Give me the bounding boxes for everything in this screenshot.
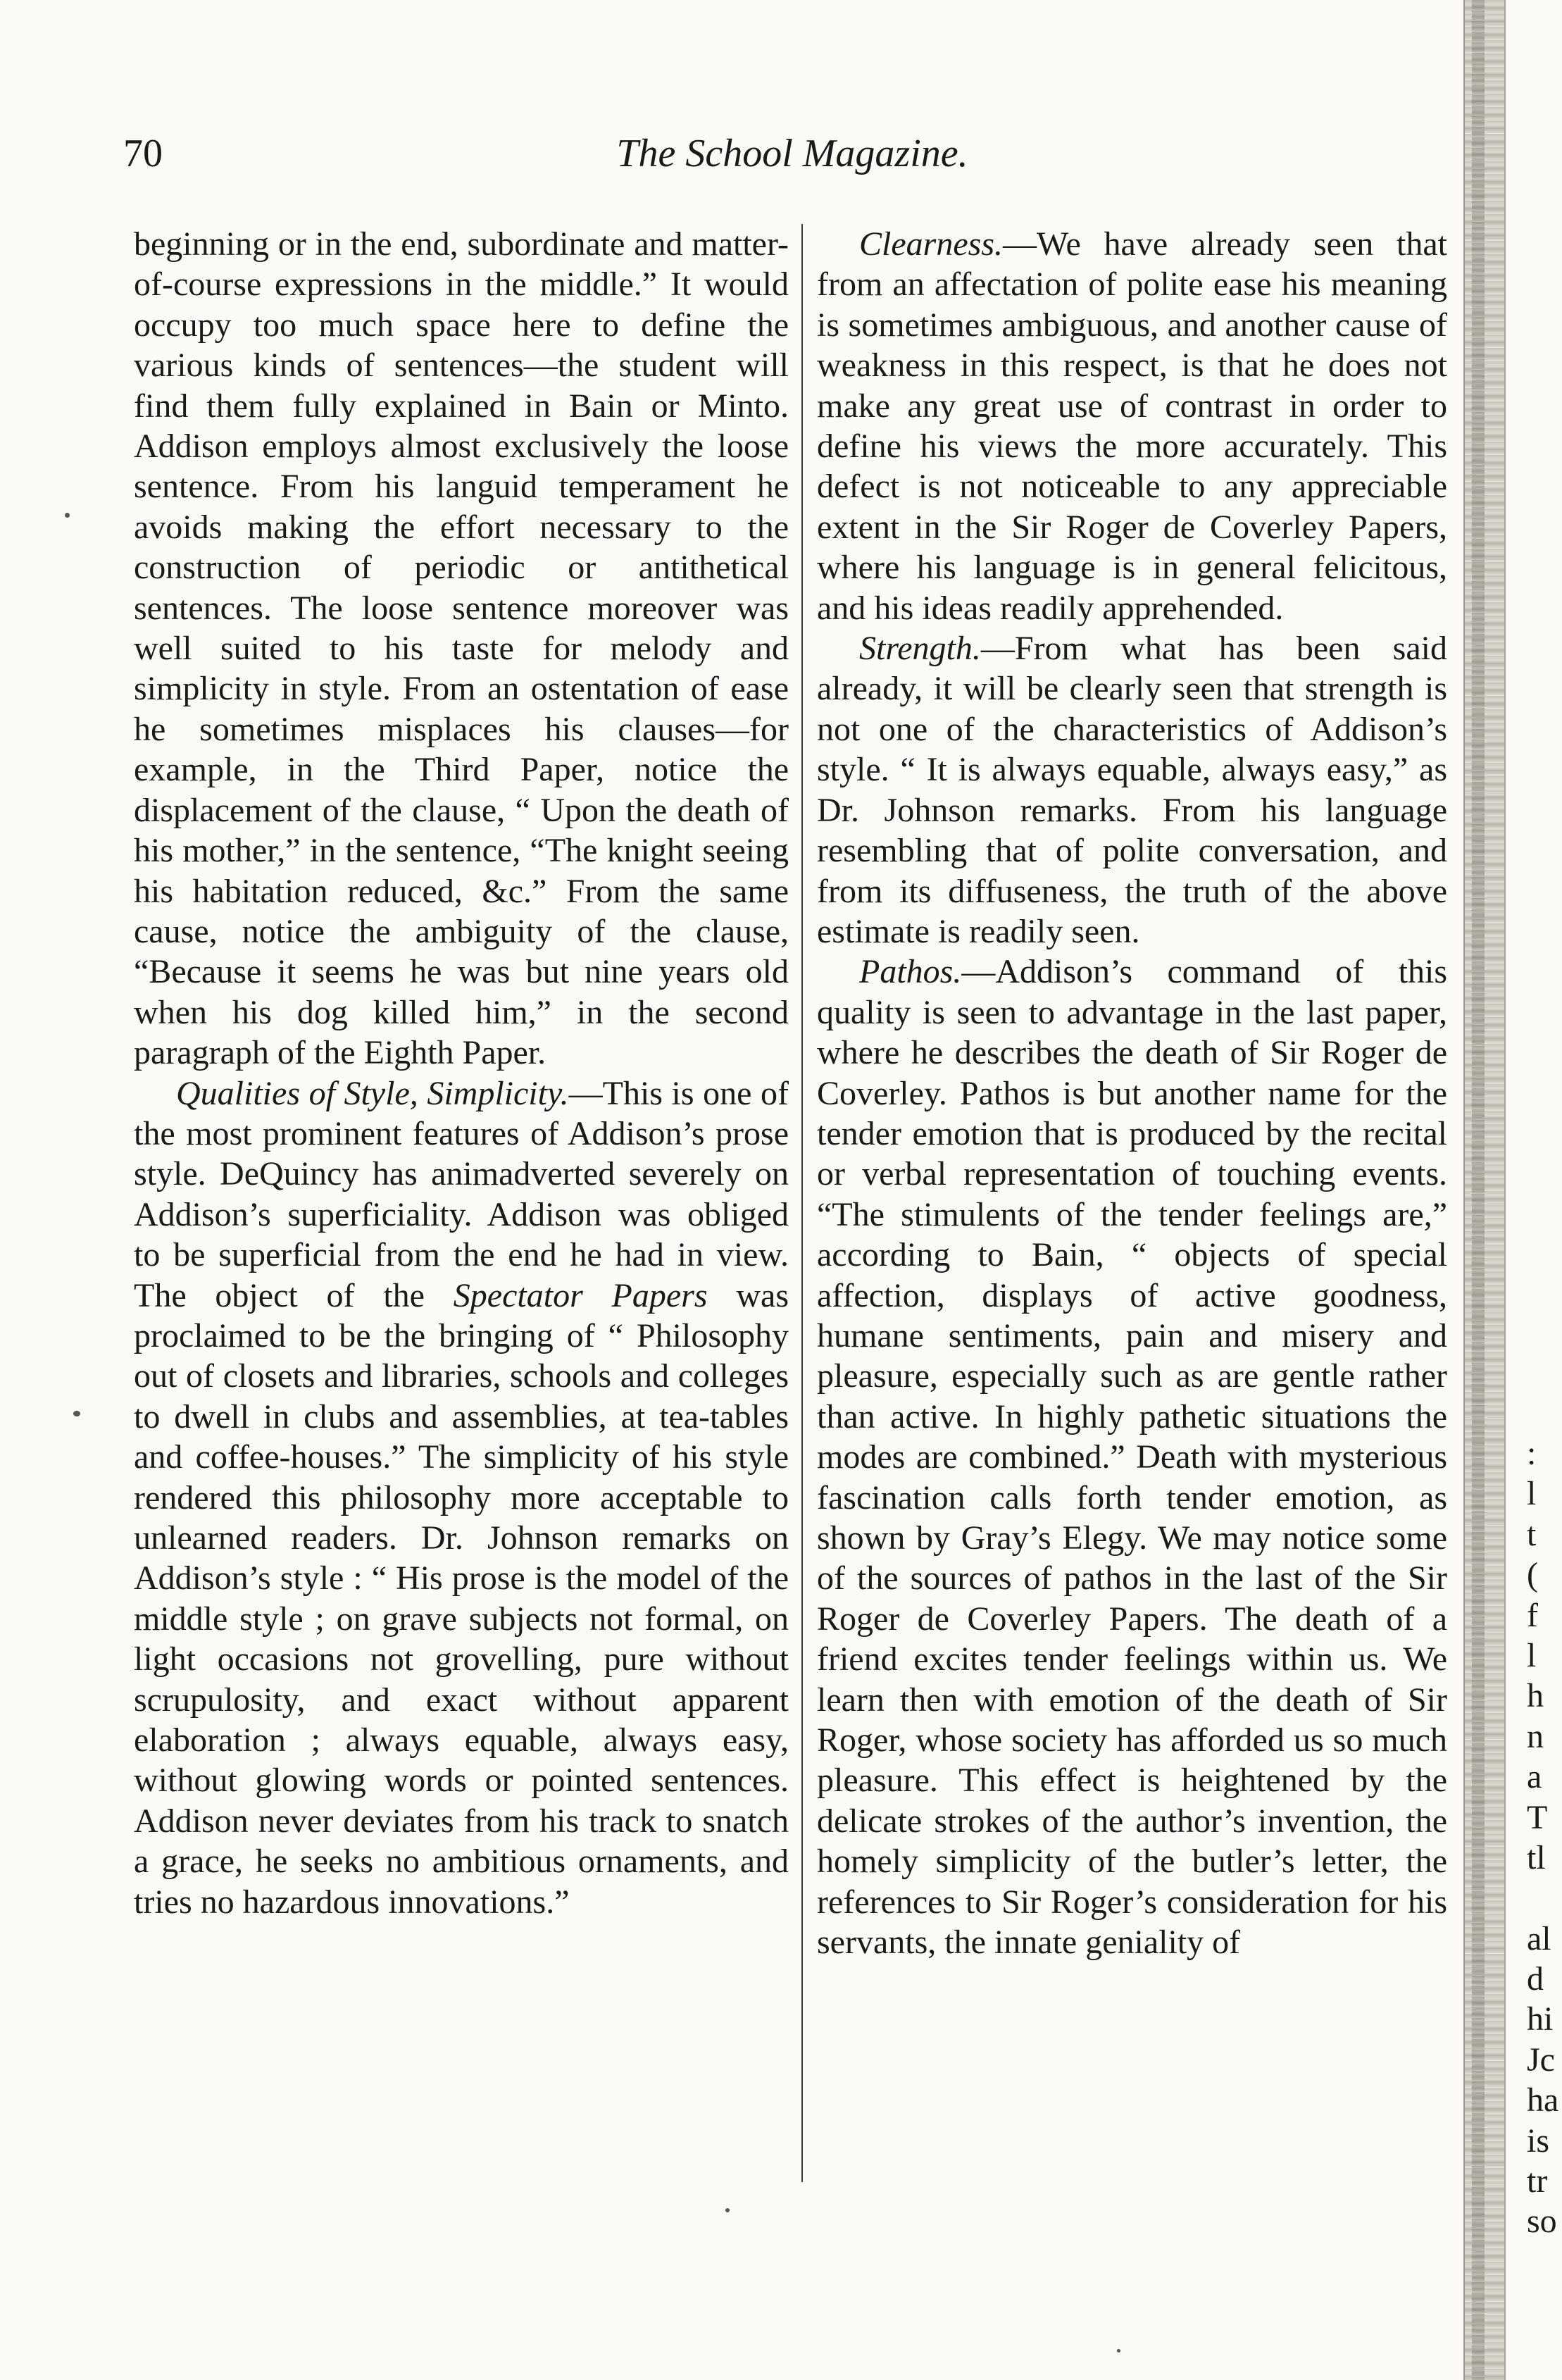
right-column [817, 224, 1447, 1962]
heading-pathos: Pathos. [859, 953, 962, 991]
clearness-text: —We have already seen that from an affectation of polite ease his meaning is sometimes ambiguous, and another cause of weakness in this respect, is that he does not make any great use of contrast in order to define his views the more accurately. This defect is not noticeable to any appreciable extent in the Sir Roger de Coverley Papers, where his language is in general felicitous, and his ideas readily apprehended. [817, 225, 1447, 627]
pathos-text: —Addison’s command of this quality is seen to advantage in the last paper, where he describes the death of Sir Roger de Coverley. Pathos is but another name for the tender emotion that is produced by the recital or verbal representation of touching events. “The stimulents of the tender feelings are,” according to Bain, “ objects of special affection, displays of active goodness, humane sentiments, pain and misery and pleasure, especially such as are gentle rather than active. In highly pathetic situations the modes are combined.” Death with mysterious fascination calls forth tender emotion, as shown by Gray’s Elegy. We may notice some of the sources of pathos in the last of the Sir Roger de Coverley Papers. The death of a friend excites tender feelings within us. We learn then with emotion of the death of Sir Roger, whose society has afforded us so much pleasure. This effect is heightened by the delicate strokes of the author’s invention, the homely simplicity of the butler’s letter, the references to Sir Roger’s consideration for his servants, the innate geniality of [817, 953, 1447, 1962]
fragment-line: al [1527, 1919, 1551, 1957]
fragment-line: l [1527, 1636, 1537, 1674]
fragment-line: so [1527, 2203, 1557, 2241]
heading-clearness: Clearness. [859, 225, 1003, 263]
fragment-line [1527, 1878, 1562, 1918]
column-divider [801, 224, 803, 2182]
heading-strength: Strength. [859, 630, 981, 668]
fragment-line: d [1527, 1960, 1544, 1998]
paragraph-sentences: beginning or in the end, subordinate and matter-of-course expressions in the middle.” It would occupy too much space here to define the various kinds of sentences—the student will find them fully explained in Bain or Minto. Addison employs almost exclusively the loose sentence. From his languid temperament he avoids making the effort necessary to the construction of periodic or antithetical sentences. The loose sentence moreover was well suited to his taste for melody and simplicity in style. From an ostentation of ease he sometimes misplaces his clauses—for example, in the Third Paper, notice the displacement of the clause, “ Upon the death of his mother,” in the sentence, “The knight seeing his habitation reduced, &c.” From the same cause, notice the ambiguity of the clause, “Because it seems he was but nine years old when his dog killed him,” in the second paragraph of the Eighth Paper. [134, 225, 789, 1072]
paragraph-clearness [817, 224, 1447, 628]
margin-mark [65, 513, 70, 518]
book-spine-gutter [1463, 0, 1506, 2380]
fragment-line: Jc [1527, 2041, 1555, 2079]
fragment-line: n [1527, 1717, 1544, 1755]
left-column [134, 224, 789, 1922]
fragment-line: f [1527, 1596, 1538, 1634]
fragment-line: hi [1527, 2000, 1554, 2038]
paragraph-simplicity [134, 1073, 789, 1923]
fragment-line: : [1527, 1435, 1537, 1472]
fragment-line: is [1527, 2122, 1550, 2160]
fragment-line: h [1527, 1677, 1544, 1715]
running-title: The School Magazine. [616, 132, 968, 175]
fragment-line: tl [1527, 1838, 1546, 1876]
paragraph-strength [817, 628, 1447, 952]
simplicity-text-a: —This is one of the most prominent features of Addison’s prose style. DeQuincy has animadverted severely on Addison’s superficiality. Addison was obliged to be superficial from the end he had in view. The object of the [134, 1074, 789, 1314]
paragraph-pathos [817, 952, 1447, 1962]
fragment-line: ha [1527, 2081, 1559, 2119]
spine-texture [1472, 0, 1485, 2380]
fragment-line: ( [1527, 1556, 1538, 1594]
margin-mark [725, 2208, 730, 2212]
fragment-line: tr [1527, 2162, 1548, 2200]
adjacent-page-fragments [1527, 1433, 1562, 2242]
spectator-papers-title: Spectator Papers [453, 1276, 708, 1314]
fragment-line: l [1527, 1475, 1537, 1513]
page-number: 70 [123, 132, 163, 175]
fragment-line: a [1527, 1758, 1542, 1796]
strength-text: —From what has been said already, it will be clearly seen that strength is not one of the characteristics of Addison’s style. “ It is always equable, always easy,” as Dr. Johnson remarks. From his language resembling that of polite conversation, and from its diffuseness, the truth of the above estimate is readily seen. [817, 630, 1447, 950]
fragment-line: T [1527, 1798, 1548, 1836]
heading-simplicity: Qualities of Style, Simplicity. [176, 1074, 569, 1112]
fragment-line: t [1527, 1515, 1537, 1553]
margin-mark [73, 1411, 80, 1416]
margin-mark [1117, 2349, 1120, 2353]
simplicity-text-b: was proclaimed to be the bringing of “ Philosophy out of closets and libraries, schools and colleges to dwell in clubs and assemblies, at tea-tables and coffee-houses.” The simplicity of his style rendered this philosophy more acceptable to unlearned readers. Dr. Johnson remarks on Addison’s style : “ His prose is the model of the middle style ; on grave subjects not formal, on light occasions not grovelling, pure without scrupulosity, and exact without apparent elaboration ; always equable, always easy, without glowing words or pointed sentences. Addison never deviates from his track to snatch a grace, he seeks no ambitious ornaments, and tries no hazardous innovations.” [134, 1276, 789, 1921]
